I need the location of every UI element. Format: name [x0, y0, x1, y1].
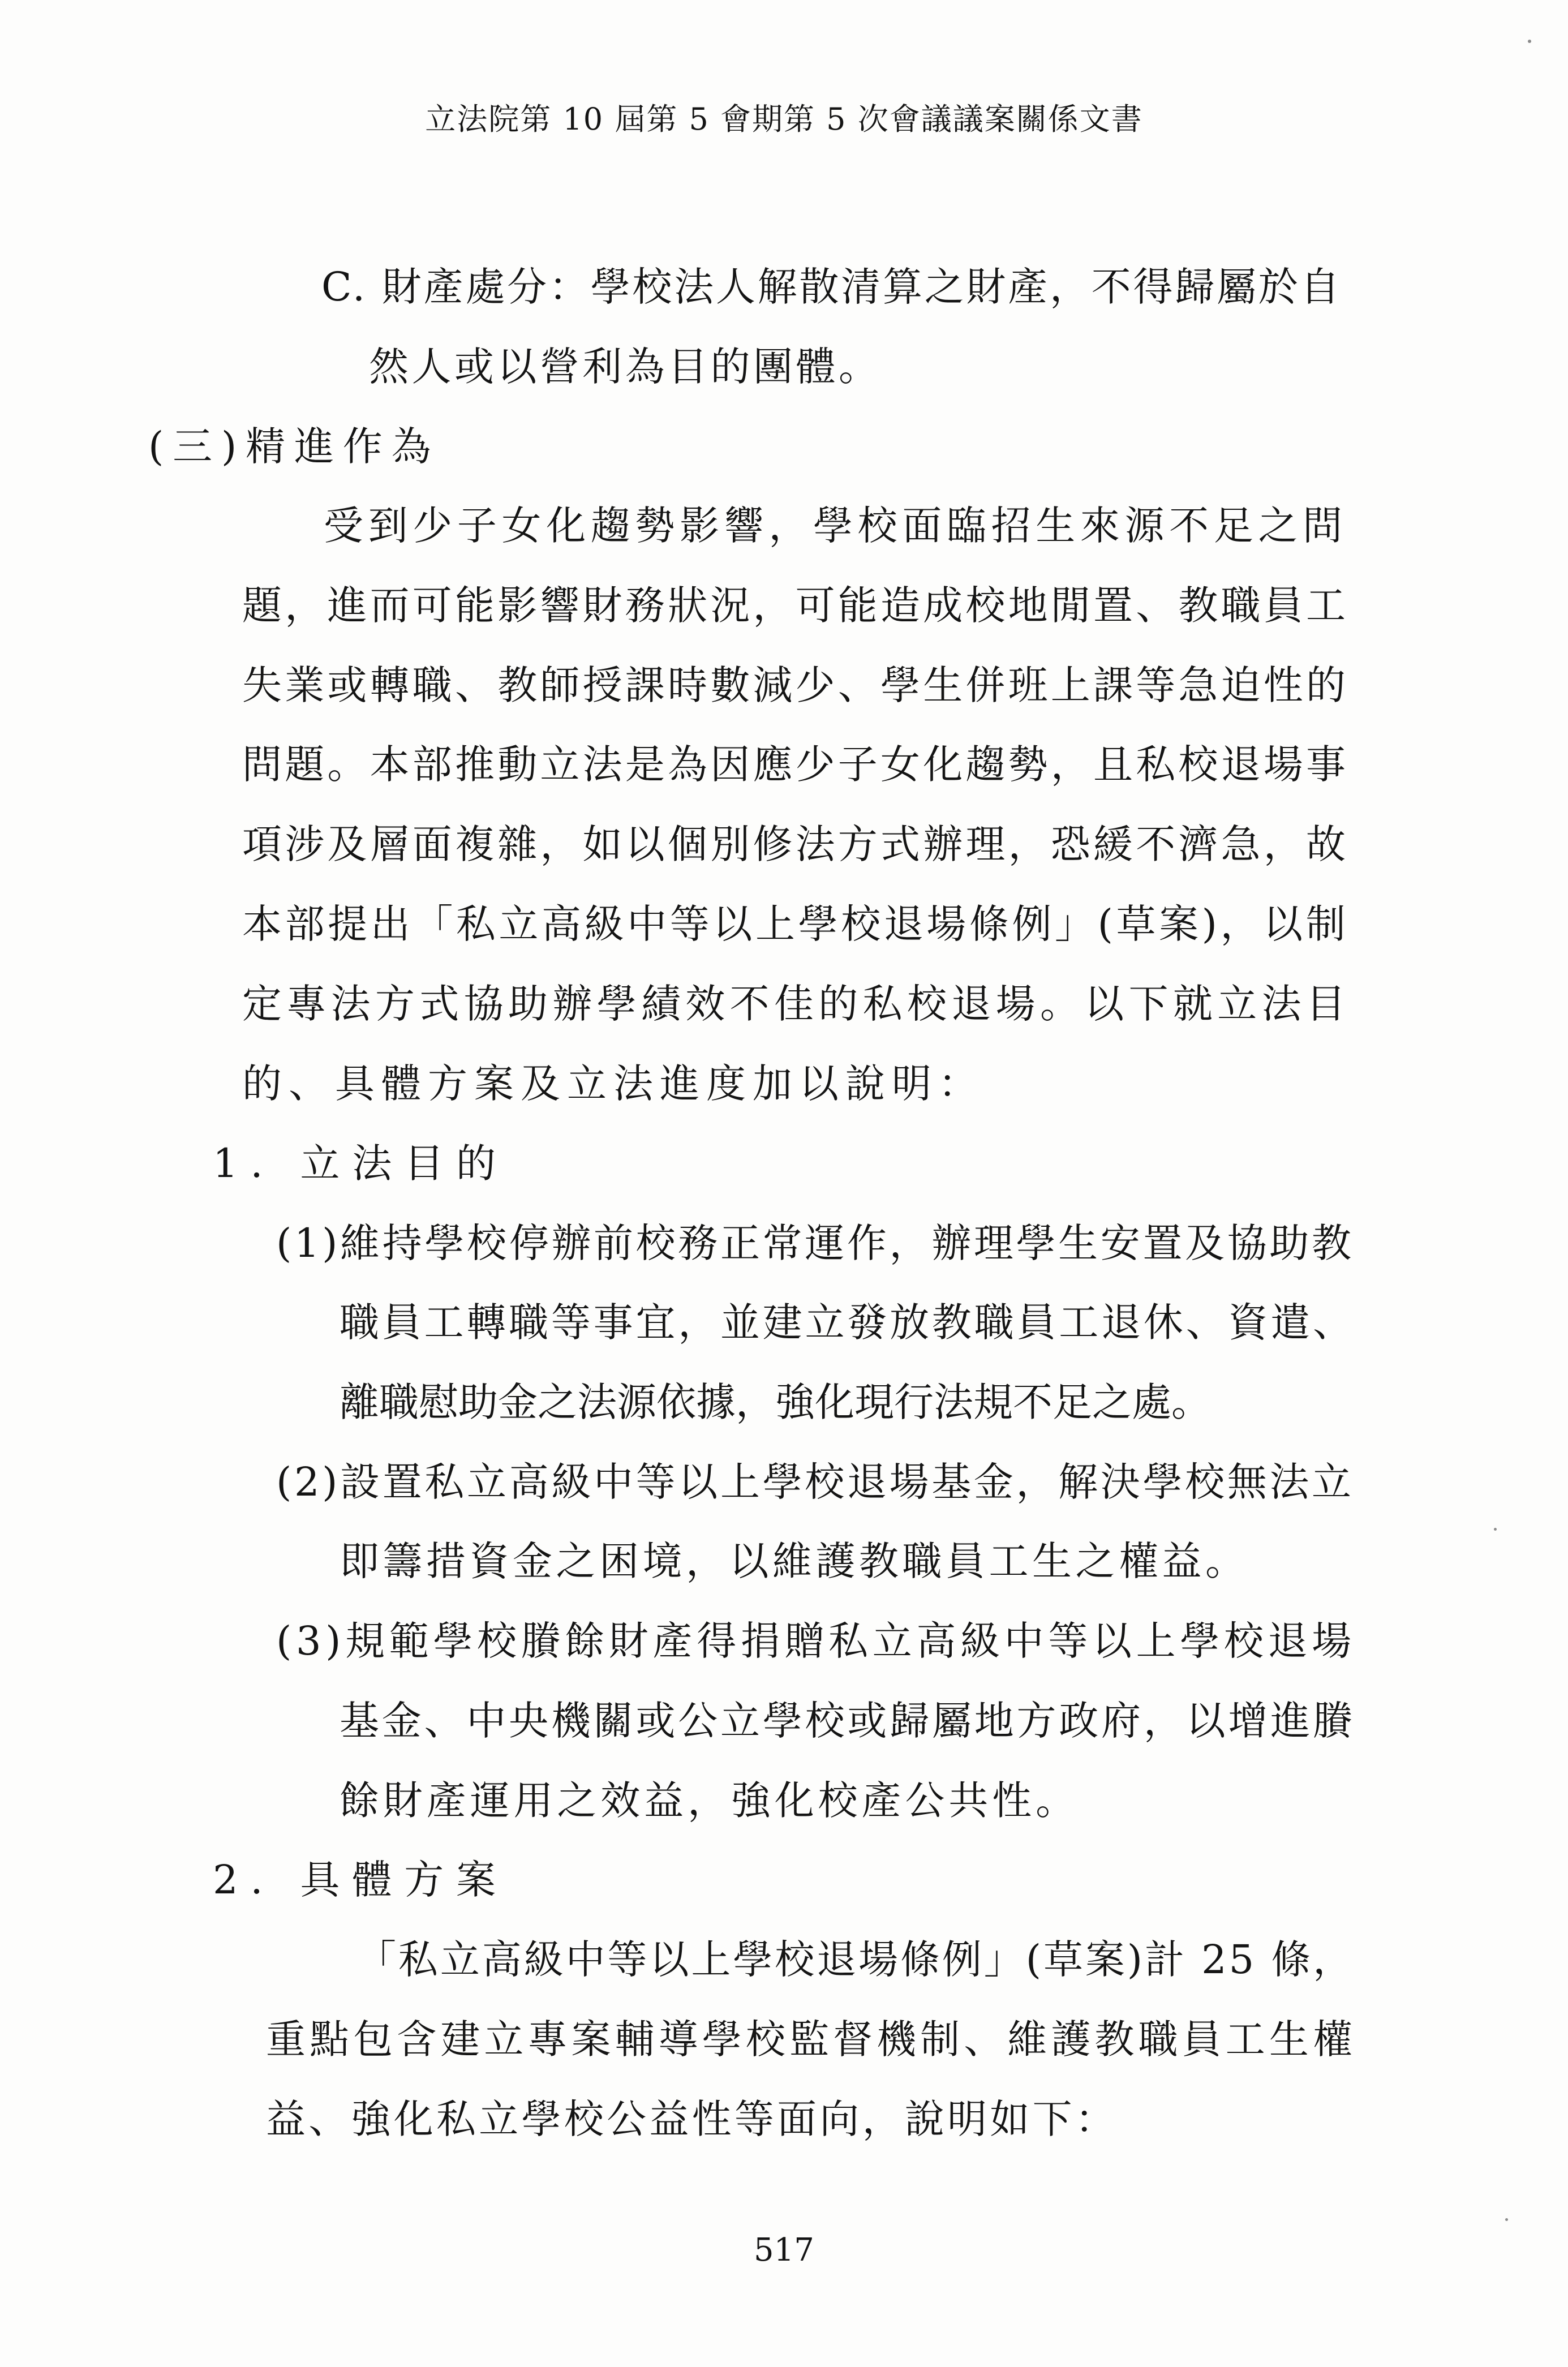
list-item-continuation: 基金、中央機關或公立學校或歸屬地方政府，以增進賸 [340, 1698, 1355, 1744]
list-item: (3)規範學校賸餘財產得捐贈私立高級中等以上學校退場 [276, 1618, 1356, 1664]
body-line: 然人或以營利為目的團體。 [369, 343, 882, 390]
body-line: 的、具體方案及立法進度加以說明： [242, 1060, 985, 1107]
body-line: 益、強化私立學校公益性等面向，說明如下： [266, 2096, 1118, 2142]
body-line: 問題。本部推動立法是為因應少子女化趨勢，且私校退場事 [242, 741, 1349, 788]
scan-speck [1528, 40, 1531, 43]
body-line: C. 財產處分：學校法人解散清算之財產，不得歸屬於自 [321, 264, 1342, 310]
list-item-continuation: 餘財產運用之效益，強化校產公共性。 [340, 1777, 1079, 1824]
body-line: 「私立高級中等以上學校退場條例」(草案)計 25 條， [356, 1936, 1355, 1983]
list-item: (1)維持學校停辦前校務正常運作，辦理學生安置及協助教 [276, 1220, 1354, 1266]
list-item-continuation: 即籌措資金之困境，以維護教職員工生之權益。 [340, 1538, 1249, 1584]
page-number: 517 [754, 2232, 814, 2269]
body-line: 項涉及層面複雜，如以個別修法方式辦理，恐緩不濟急，故 [242, 821, 1349, 867]
scan-speck [1494, 1528, 1497, 1531]
scan-speck [1505, 2218, 1508, 2221]
body-line: 本部提出「私立高級中等以上學校退場條例」(草案)，以制 [242, 901, 1349, 947]
list-item: (2)設置私立高級中等以上學校退場基金，解決學校無法立 [276, 1459, 1354, 1505]
body-line: 失業或轉職、教師授課時數減少、學生併班上課等急迫性的 [242, 662, 1349, 708]
list-item-continuation: 職員工轉職等事宜，並建立發放教職員工退休、資遣、 [340, 1299, 1355, 1346]
subsection-heading: 1. 立法目的 [213, 1140, 508, 1187]
body-line: 定專法方式協助辦學績效不佳的私校退場。以下就立法目 [242, 981, 1351, 1027]
subsection-heading: 2. 具體方案 [213, 1857, 508, 1903]
list-item-continuation: 離職慰助金之法源依據，強化現行法規不足之處。 [340, 1379, 1211, 1425]
body-line: 題，進而可能影響財務狀況，可能造成校地閒置、教職員工 [242, 582, 1349, 629]
body-line: 重點包含建立專案輔導學校監督機制、維護教職員工生權 [266, 2016, 1356, 2063]
document-header: 立法院第 10 屆第 5 會期第 5 次會議議案關係文書 [425, 101, 1143, 137]
section-heading: (三)精進作為 [148, 423, 440, 470]
body-line: 受到少子女化趨勢影響，學校面臨招生來源不足之問 [324, 502, 1347, 549]
